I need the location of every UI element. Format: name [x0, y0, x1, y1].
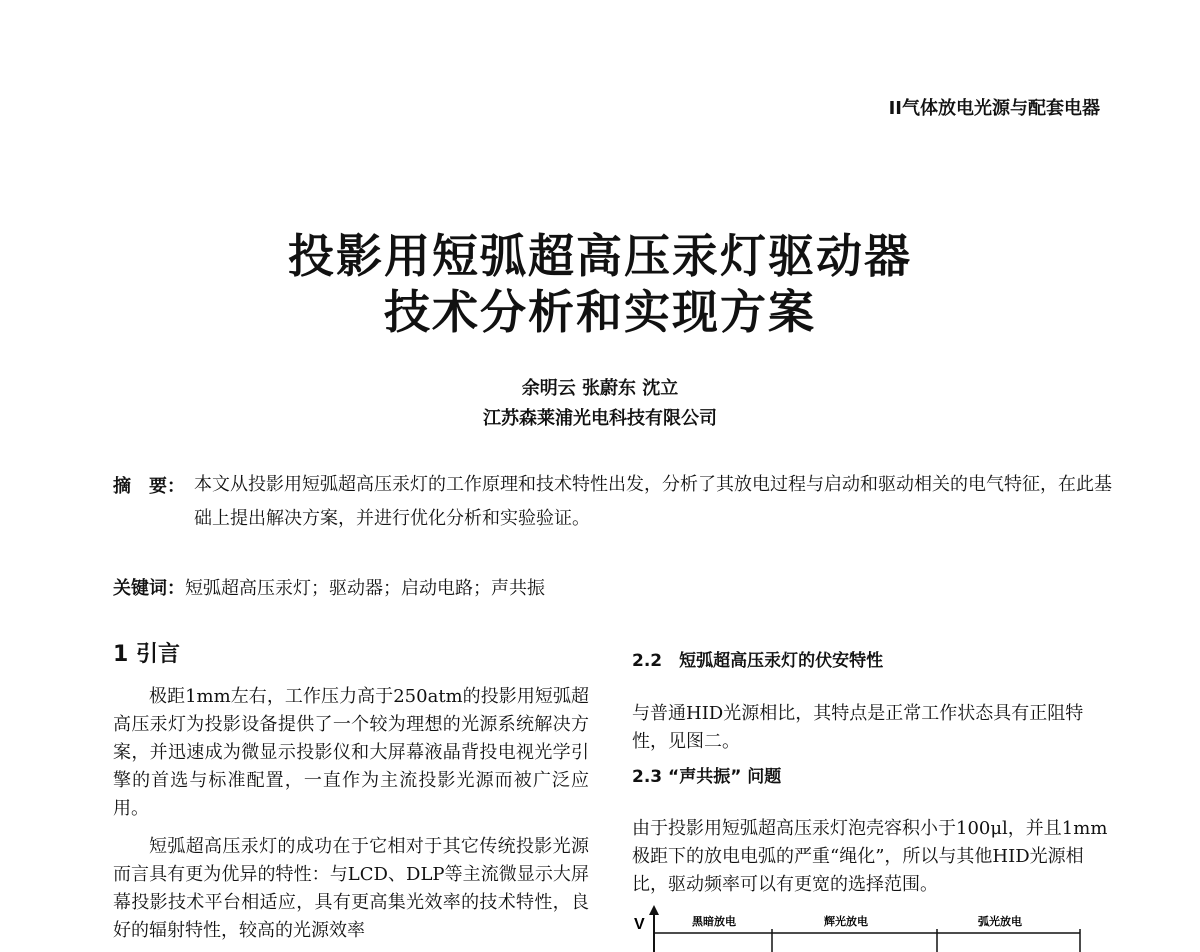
section-2-3-body: [632, 797, 1108, 917]
region-label-arc-discharge: 弧光放电: [978, 915, 1022, 928]
abstract-text: 本文从投影用短弧超高压汞灯的工作原理和技术特性出发，分析了其放电过程与启动和驱动相关的电气特征，在此基础上提出解决方案，并进行优化分析和实验验证。: [194, 474, 1112, 529]
y-axis-arrow: [649, 905, 659, 915]
y-axis-label: V: [634, 916, 645, 933]
paper-title: [0, 228, 1200, 340]
section-2-2-body: [632, 682, 1108, 774]
section-2-3-paragraph: 由于投影用短弧超高压汞灯泡壳容积小于100μl，并且1mm极距下的放电电弧的严重“绳化”，所以与其他HID光源相比，驱动频率可以有更宽的选择范围。: [632, 818, 1108, 895]
section-1-heading: 1 引言: [113, 642, 180, 667]
keywords-text: 短弧超高压汞灯；驱动器；启动电路；声共振: [185, 578, 545, 599]
section-2-2-paragraph: 与普通HID光源相比，其特点是正常工作状态具有正阻特性，见图二。: [632, 703, 1084, 752]
authors: 余明云 张蔚东 沈立: [521, 378, 679, 399]
section-label: II气体放电光源与配套电器: [888, 98, 1100, 119]
title-line-1: 投影用短弧超高压汞灯驱动器: [288, 229, 912, 283]
section-2-3-heading: 2.3 “声共振” 问题: [632, 767, 782, 787]
affiliation: 江苏森莱浦光电科技有限公司: [483, 408, 717, 429]
keywords-label: 关键词：: [113, 578, 185, 599]
keywords: [113, 574, 545, 600]
section-1-paragraph: 短弧超高压汞灯的成功在于它相对于其它传统投影光源而言具有更为优异的特性：与LCD、DLP等主流微显示大屏幕投影技术平台相适应，具有更高集光效率的技术特性，良好的辐射特性，较高的光源效率: [113, 836, 589, 941]
vi-characteristic-figure: [632, 905, 1092, 952]
section-2-2-heading: 2.2 短弧超高压汞灯的伏安特性: [632, 651, 884, 671]
title-line-2: 技术分析和实现方案: [384, 285, 816, 339]
section-1-body: [113, 683, 589, 945]
section-1-paragraph: 极距1mm左右，工作压力高于250atm的投影用短弧超高压汞灯为投影设备提供了一个较为理想的光源系统解决方案，并迅速成为微显示投影仪和大屏幕液晶背投电视光学引擎的首选与标准配置，一直作为主流投影光源而被广泛应用。: [113, 686, 589, 819]
abstract-label: 摘 要：: [113, 476, 185, 497]
region-label-dark-discharge: 黑暗放电: [692, 915, 736, 928]
region-label-glow-discharge: 辉光放电: [824, 915, 868, 928]
